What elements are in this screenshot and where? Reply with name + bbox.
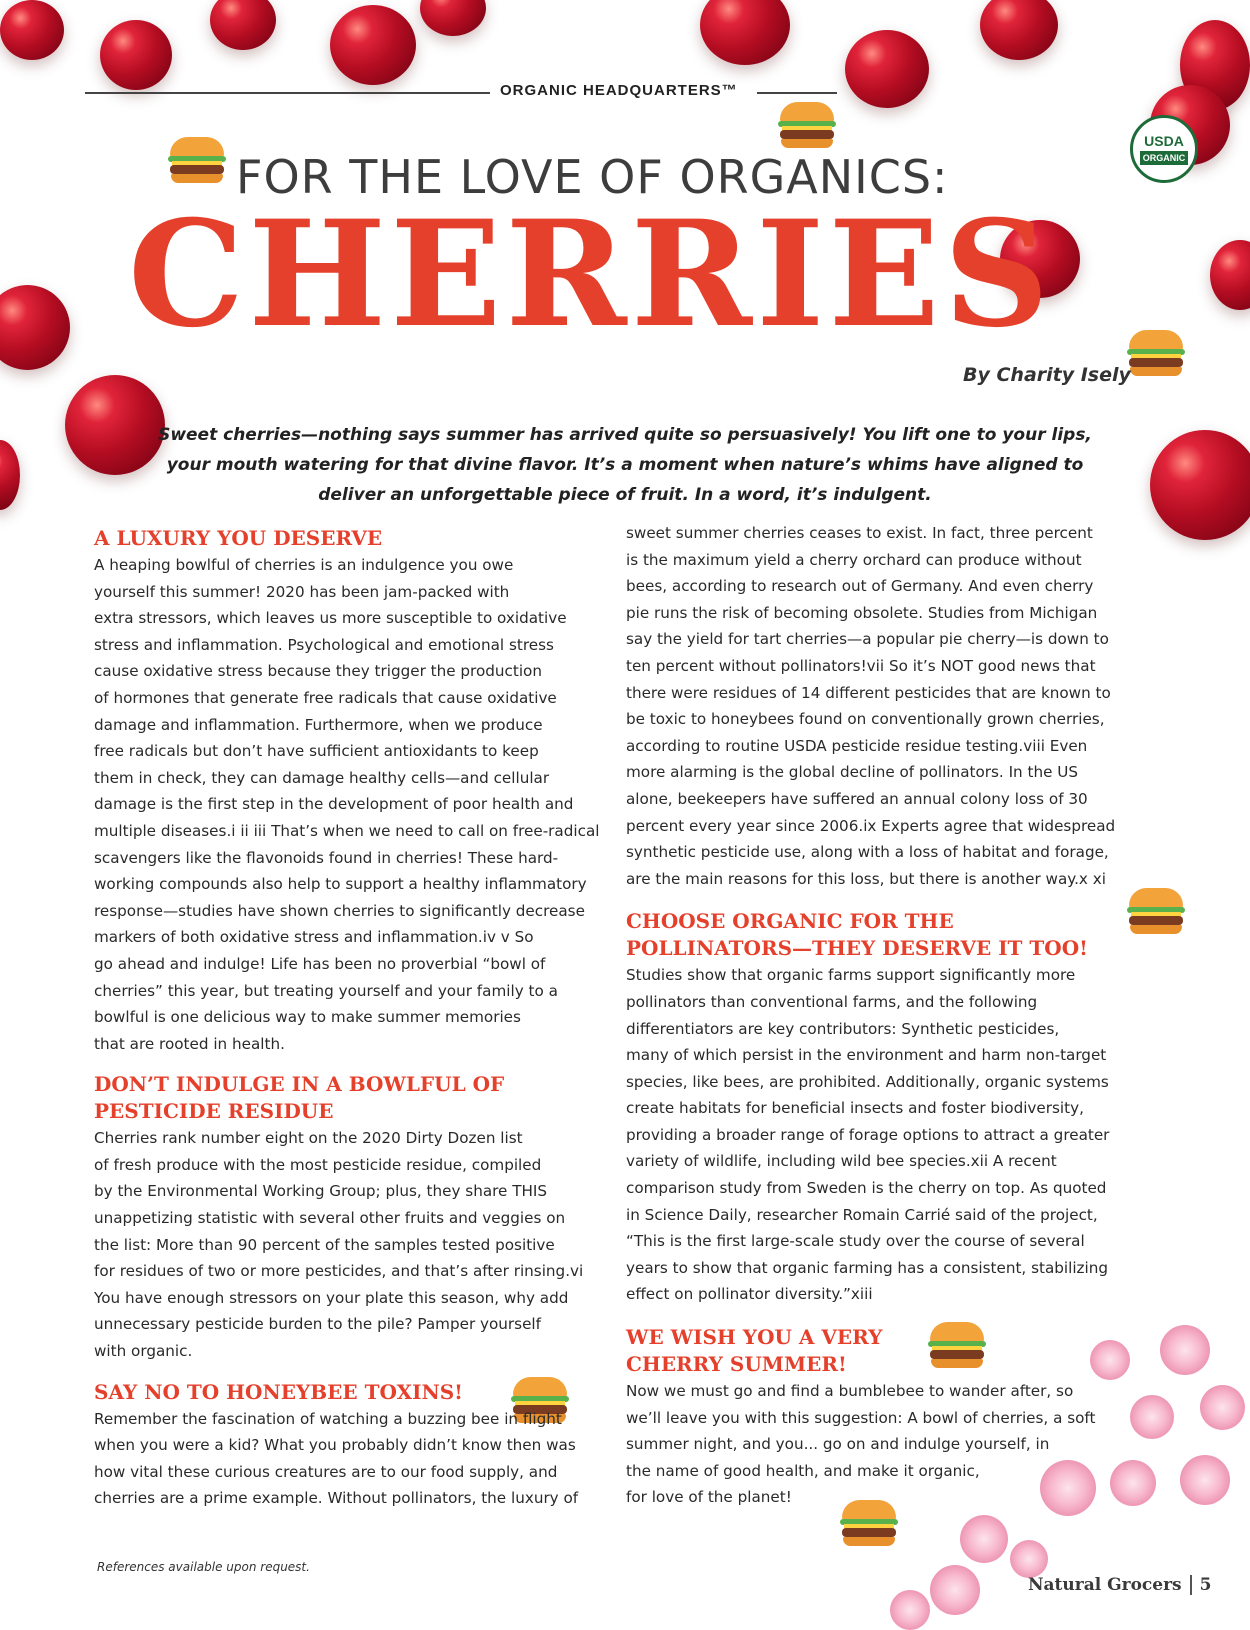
body-line: of fresh produce with the most pesticide residue, compiled — [94, 1155, 542, 1174]
burger-icon — [1127, 330, 1185, 376]
body-line: Cherries rank number eight on the 2020 Dirty Dozen list — [94, 1129, 523, 1148]
cherry-decor — [210, 0, 276, 50]
cherry-decor — [330, 5, 416, 85]
section-heading-cherry-summer — [626, 1324, 1146, 1378]
body-line: be toxic to honeybees found on conventionally grown cherries, — [626, 710, 1105, 729]
heading-line: POLLINATORS—THEY DESERVE IT TOO! — [626, 936, 1088, 961]
section-body-pollinators — [626, 962, 1146, 1308]
cherry-decor — [100, 20, 172, 90]
body-line: comparison study from Sweden is the cherry on top. As quoted — [626, 1179, 1107, 1198]
body-line: stress and inflammation. Psychological and emotional stress — [94, 635, 554, 654]
body-line: cherries are a prime example. Without pollinators, the luxury of — [94, 1489, 579, 1508]
section-heading-pollinators — [626, 908, 1146, 962]
heading-line: CHOOSE ORGANIC FOR THE — [626, 909, 954, 934]
body-line: differentiators are key contributors: Synthetic pesticides, — [626, 1019, 1060, 1038]
burger-icon — [778, 102, 836, 148]
section-body-cherry-summer — [626, 1378, 1146, 1511]
body-line: years to show that organic farming has a consistent, stabilizing — [626, 1258, 1109, 1277]
body-line: more alarming is the global decline of pollinators. In the US — [626, 763, 1079, 782]
cherry-decor — [0, 440, 20, 510]
cherry-decor — [700, 0, 790, 65]
brand-name: Natural Grocers — [1028, 1575, 1182, 1595]
blossom-decor — [930, 1565, 980, 1615]
section-body-continued — [626, 520, 1146, 892]
body-line: working compounds also help to support a healthy inflammatory — [94, 875, 587, 894]
body-line: A heaping bowlful of cherries is an indulgence you owe — [94, 556, 514, 574]
body-line: markers of both oxidative stress and inflammation.iv v So — [94, 928, 534, 947]
blossom-decor — [1180, 1455, 1230, 1505]
body-line: according to routine USDA pesticide residue testing.viii Even — [626, 736, 1088, 755]
page-title: CHERRIES — [128, 189, 1054, 360]
burger-icon — [168, 137, 226, 183]
blossom-decor — [1160, 1325, 1210, 1375]
body-line: that are rooted in health. — [94, 1034, 285, 1053]
heading-line: DON’T INDULGE IN A BOWLFUL OF — [94, 1072, 505, 1097]
body-line: with organic. — [94, 1342, 193, 1361]
body-line: bowlful is one delicious way to make summer memories — [94, 1008, 521, 1027]
body-line: are the main reasons for this loss, but there is another way.x xi — [626, 869, 1106, 888]
intro-paragraph — [100, 420, 1150, 510]
usda-badge-top: USDA — [1144, 133, 1184, 149]
blossom-decor — [1010, 1540, 1048, 1578]
body-line: unnecessary pesticide burden to the pile? Pamper yourself — [94, 1315, 541, 1334]
body-line: unappetizing statistic with several other fruits and veggies on — [94, 1209, 566, 1228]
body-line: percent every year since 2006.ix Experts agree that widespread — [626, 816, 1116, 835]
body-line: alone, beekeepers have suffered an annual colony loss of 30 — [626, 789, 1088, 808]
body-line: “This is the first large-scale study over the course of several — [626, 1232, 1085, 1251]
body-line: say the yield for tart cherries—a popular pie cherry—is down to — [626, 630, 1109, 649]
header-rule-left — [85, 92, 490, 94]
header-rule-right — [757, 92, 837, 94]
body-line: cherries” this year, but treating yourself and your family to a — [94, 981, 558, 1000]
references-note: References available upon request. — [97, 1560, 310, 1574]
body-line: response—studies have shown cherries to significantly decrease — [94, 901, 585, 920]
body-line: pollinators than conventional farms, and the following — [626, 992, 1038, 1011]
body-line: them in check, they can damage healthy cells—and cellular — [94, 768, 550, 787]
body-line: cause oxidative stress because they trigger the production — [94, 662, 542, 681]
heading-line: CHERRY SUMMER! — [626, 1352, 847, 1377]
body-line: providing a broader range of forage options to attract a greater — [626, 1125, 1110, 1144]
body-line: the name of good health, and make it organic, — [626, 1461, 980, 1480]
cherry-decor — [420, 0, 486, 36]
right-column — [626, 520, 1146, 1511]
cherry-decor — [1150, 430, 1250, 540]
body-line: create habitats for beneficial insects and foster biodiversity, — [626, 1099, 1084, 1118]
body-line: many of which persist in the environment and harm non-target — [626, 1046, 1107, 1065]
blossom-decor — [960, 1515, 1008, 1563]
body-line: when you were a kid? What you probably didn’t know then was — [94, 1436, 576, 1455]
body-line: multiple diseases.i ii iii That’s when we need to call on free-radical — [94, 821, 600, 840]
cherry-decor — [0, 285, 70, 370]
body-line: free radicals but don’t have sufficient antioxidants to keep — [94, 742, 539, 761]
left-column — [94, 525, 614, 1512]
section-body-luxury — [94, 552, 614, 1057]
intro-line: Sweet cherries—nothing says summer has arrived quite so persuasively! You lift one to your lips, — [158, 425, 1092, 445]
intro-line: your mouth watering for that divine flavor. It’s a moment when nature’s whims have aligned to — [166, 455, 1084, 475]
body-line: of hormones that generate free radicals that cause oxidative — [94, 688, 557, 707]
body-line: You have enough stressors on your plate this season, why add — [94, 1288, 569, 1307]
body-line: variety of wildlife, including wild bee species.xii A recent — [626, 1152, 1057, 1171]
body-line: in Science Daily, researcher Romain Carrié said of the project, — [626, 1205, 1098, 1224]
usda-badge-bottom: ORGANIC — [1140, 151, 1189, 165]
body-line: ten percent without pollinators!vii So it’s NOT good news that — [626, 656, 1096, 675]
body-line: is the maximum yield a cherry orchard can produce without — [626, 550, 1082, 569]
section-heading-luxury: A LUXURY YOU DESERVE — [94, 526, 383, 550]
cherry-decor — [0, 0, 64, 60]
section-body-residue — [94, 1125, 614, 1364]
body-line: by the Environmental Working Group; plus, they share THIS — [94, 1182, 548, 1201]
body-line: synthetic pesticide use, along with a loss of habitat and forage, — [626, 843, 1109, 862]
footer-divider — [1190, 1575, 1192, 1595]
section-header: ORGANIC HEADQUARTERS™ — [500, 82, 738, 99]
page-subtitle: FOR THE LOVE OF ORGANICS: — [236, 150, 949, 204]
blossom-decor — [1200, 1385, 1245, 1430]
heading-line: WE WISH YOU A VERY — [626, 1325, 883, 1350]
body-line: extra stressors, which leaves us more susceptible to oxidative — [94, 609, 567, 628]
page-footer — [1028, 1575, 1211, 1595]
body-line: go ahead and indulge! Life has been no proverbial “bowl of — [94, 954, 546, 973]
cherry-decor — [980, 0, 1058, 60]
body-line: we’ll leave you with this suggestion: A bowl of cherries, a soft — [626, 1408, 1096, 1427]
body-line: how vital these curious creatures are to our food supply, and — [94, 1462, 558, 1481]
body-line: damage and inflammation. Furthermore, when we produce — [94, 715, 543, 734]
section-heading-honeybee: SAY NO TO HONEYBEE TOXINS! — [94, 1379, 463, 1404]
cherry-decor — [1210, 240, 1250, 310]
section-body-honeybee — [94, 1406, 614, 1512]
section-heading-residue — [94, 1071, 614, 1125]
body-line: bees, according to research out of Germany. And even cherry — [626, 577, 1094, 596]
body-line: Now we must go and find a bumblebee to wander after, so — [626, 1382, 1074, 1401]
body-line: for love of the planet! — [626, 1488, 792, 1507]
body-line: Remember the fascination of watching a buzzing bee in flight — [94, 1409, 562, 1428]
blossom-decor — [890, 1590, 930, 1630]
body-line: damage is the first step in the development of poor health and — [94, 795, 574, 814]
heading-line: PESTICIDE RESIDUE — [94, 1099, 334, 1124]
cherry-decor — [845, 30, 929, 108]
body-line: there were residues of 14 different pesticides that are known to — [626, 683, 1111, 702]
intro-line: deliver an unforgettable piece of fruit. In a word, it’s indulgent. — [318, 485, 932, 505]
body-line: yourself this summer! 2020 has been jam-packed with — [94, 582, 510, 601]
byline: By Charity Isely — [963, 364, 1131, 386]
page-number: 5 — [1199, 1575, 1212, 1595]
body-line: for residues of two or more pesticides, and that’s after rinsing.vi — [94, 1262, 584, 1281]
body-line: pie runs the risk of becoming obsolete. Studies from Michigan — [626, 603, 1098, 622]
body-line: sweet summer cherries ceases to exist. In fact, three percent — [626, 524, 1093, 542]
usda-organic-badge — [1130, 115, 1198, 183]
body-line: the list: More than 90 percent of the samples tested positive — [94, 1235, 555, 1254]
body-line: Studies show that organic farms support significantly more — [626, 966, 1076, 985]
body-line: summer night, and you... go on and indulge yourself, in — [626, 1435, 1050, 1454]
body-line: effect on pollinator diversity.”xiii — [626, 1285, 873, 1304]
body-line: scavengers like the flavonoids found in cherries! These hard- — [94, 848, 559, 867]
body-line: species, like bees, are prohibited. Additionally, organic systems — [626, 1072, 1109, 1091]
